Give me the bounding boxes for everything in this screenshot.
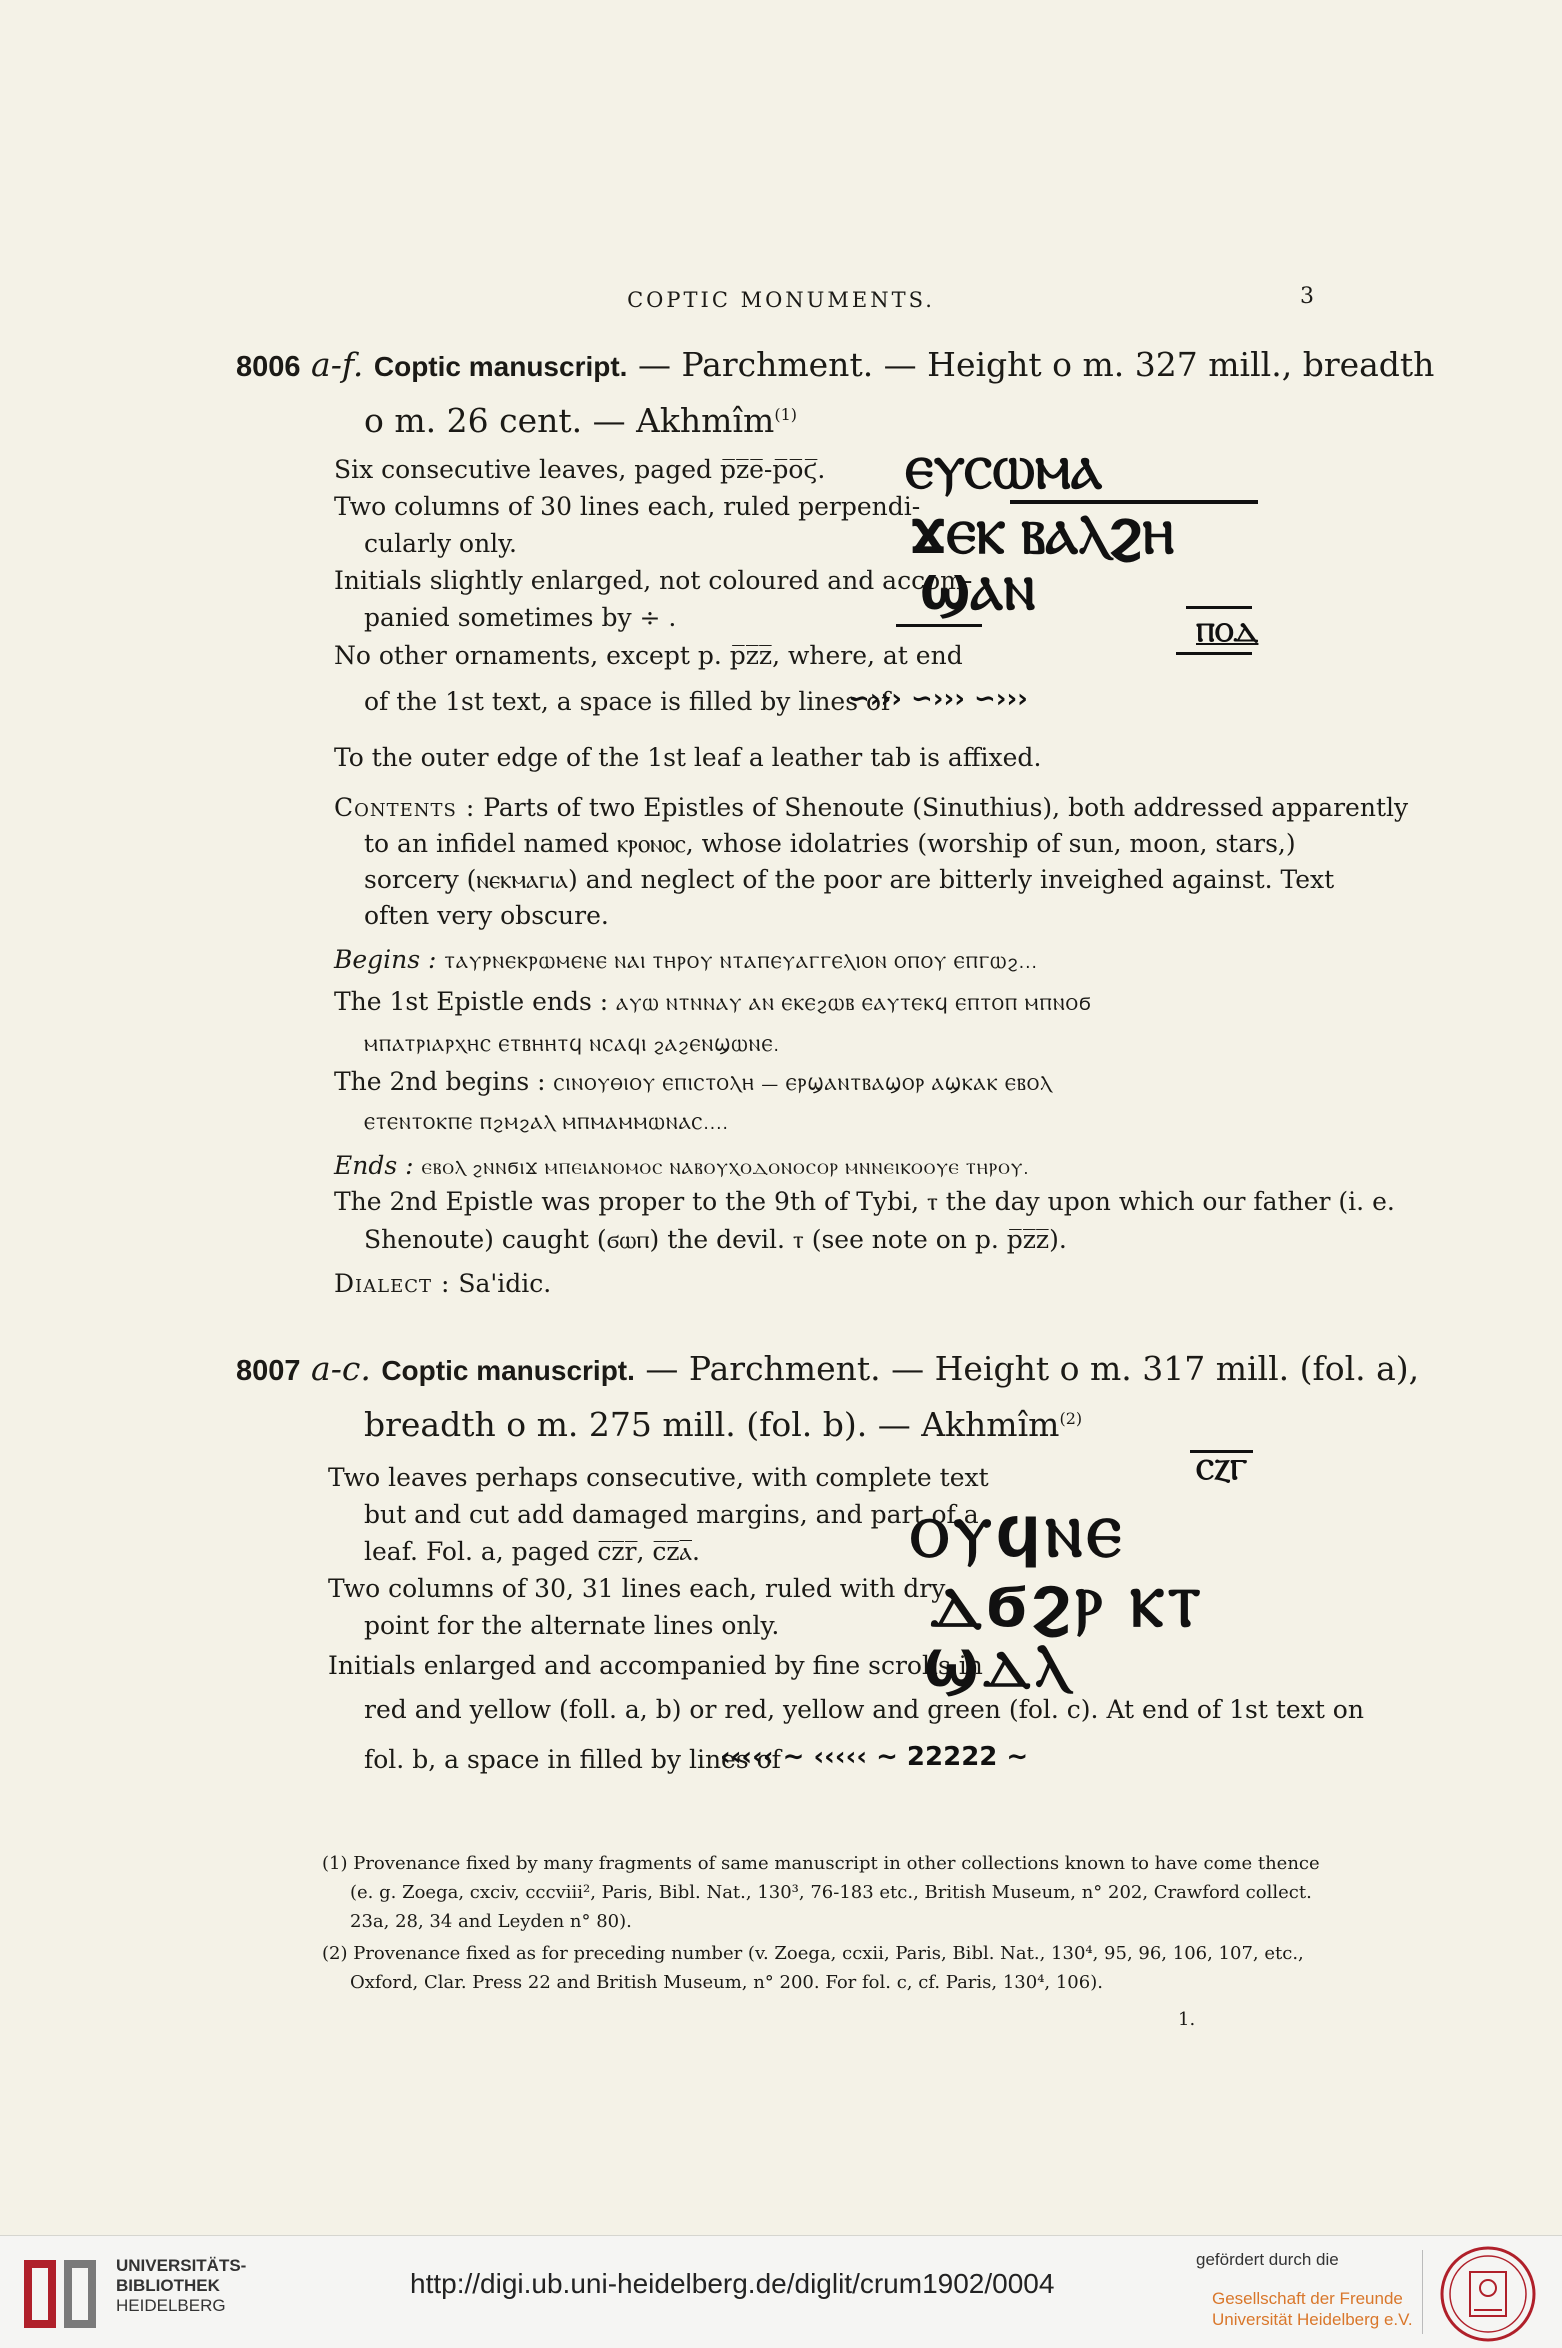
dialect-label: Dialect :	[334, 1269, 451, 1298]
footnote-ref: (1)	[774, 405, 797, 424]
entry-desc: — Parchment. — Height o m. 327 mill., breadth	[637, 345, 1435, 384]
begins-text: ⲦⲀⲨⲢⲚⲈⲔⲢⲰⲘⲈⲚⲈ ⲚⲀⲒ ⲦⲎⲢⲞⲨ ⲚⲦⲀⲠⲈⲨⲀⲄⲄⲈⲖⲒⲞⲚ ⲞⲠⲞⲨ ⲈⲠⲄⲰϩ...	[444, 953, 1038, 973]
second-begins-text-2: ⲈⲦⲈⲚⲦⲞⲔⲠⲈ ⲠϩⲘϩⲀⲖ ⲘⲠⲘⲀⲘⲘⲰⲚⲀⲤ....	[364, 1114, 729, 1134]
entry-number: 8007	[236, 1355, 301, 1387]
library-name	[116, 2256, 246, 2316]
entry-8007-heading	[236, 1346, 1419, 1394]
entry-8006-line-6: of the 1st text, a space is filled by lines of	[364, 687, 891, 716]
begins-line	[334, 942, 1038, 981]
proper-line-1: Shenoute) caught (ϭⲱⲡ) the devil. ⲧ (see note on p. p̅z̅z̅).	[364, 1225, 1067, 1254]
second-begins-line	[334, 1064, 1052, 1103]
coptic-script-sample-line2: ϪⲈⲔ ⲂⲀⲖϨⲎ	[910, 510, 1175, 564]
begins-label: Begins :	[334, 945, 437, 974]
footer-divider	[1422, 2250, 1423, 2334]
coptic-script-sample-2-line1: ⲞⲨϤⲚⲈ	[910, 1506, 1126, 1569]
contents-label: Contents :	[334, 793, 476, 822]
contents-text-0: Parts of two Epistles of Shenoute (Sinuthius), both addressed apparently	[483, 793, 1409, 822]
footnote-1-line-0: (1) Provenance fixed by many fragments of same manuscript in other collections known to have come thence	[322, 1853, 1320, 1874]
society-name	[1212, 2288, 1413, 2330]
footnote-ref: (2)	[1059, 1409, 1083, 1428]
running-title: COPTIC MONUMENTS.	[627, 288, 935, 312]
entry-8006-line-2: cularly only.	[364, 529, 517, 558]
entry-8007-line-3: Two columns of 30, 31 lines each, ruled with dry	[328, 1574, 946, 1603]
library-name-line2: BIBLIOTHEK	[116, 2276, 220, 2295]
contents-line-0	[334, 790, 1408, 826]
proper-line-0: The 2nd Epistle was proper to the 9th of Tybi, ⲧ the day upon which our father (i. e.	[334, 1187, 1395, 1216]
entry-8007-line-1: but and cut add damaged margins, and part of a	[364, 1500, 979, 1529]
society-name-line2: Universität Heidelberg e.V.	[1212, 2310, 1413, 2329]
entry-8007-line-5: Initials enlarged and accompanied by fine scrolls in	[328, 1651, 983, 1680]
entry-8007-line-2: leaf. Fol. a, paged c̅z̅r̅, c̅z̅ⲁ̅.	[364, 1537, 700, 1566]
paging-overline	[1186, 606, 1252, 609]
society-name-line1: Gesellschaft der Freunde	[1212, 2289, 1403, 2308]
dialect-line	[334, 1266, 551, 1302]
first-ends-text-2: ⲘⲠⲀⲦⲢⲒⲀⲢⲬⲎⲤ ⲈⲦⲂⲎⲎⲦϤ ⲚⲤⲀϤⲒ ϩⲀϩⲈⲚϢⲰⲚⲈ.	[364, 1036, 780, 1056]
footnote-2-line-1: Oxford, Clar. Press 22 and British Museum, n° 200. For fol. c, cf. Paris, 130⁴, 106).	[350, 1972, 1103, 1993]
entry-8006-line-7: To the outer edge of the 1st leaf a leather tab is affixed.	[334, 743, 1042, 772]
entry-8006-heading	[236, 342, 1434, 390]
entry-title: Coptic manuscript.	[373, 351, 628, 382]
entry-desc-line2: breadth o m. 275 mill. (fol. b). — Akhmîm	[364, 1405, 1060, 1444]
coptic-paging-sample: ⲠⲞⲆ	[1196, 618, 1259, 648]
contents-line-1: to an infidel named ⲕⲣⲟⲛⲟⲥ, whose idolatries (worship of sun, moon, stars,)	[364, 829, 1296, 858]
footnote-1-line-2: 23a, 28, 34 and Leyden n° 80).	[350, 1911, 632, 1932]
coptic-script-sample-2-line2: ⲆϬϨⲢ ⲔⲦ	[930, 1576, 1205, 1639]
ends-line	[334, 1148, 1029, 1187]
entry-8007-line-0: Two leaves perhaps consecutive, with complete text	[328, 1463, 989, 1492]
entry-sub: a-f.	[311, 345, 364, 384]
second-begins-label: The 2nd begins :	[334, 1067, 546, 1096]
paging-underline	[1176, 652, 1252, 655]
entry-8006-line-0: Six consecutive leaves, paged p̅z̅e̅-p̅o̅ϛ̅.	[334, 455, 826, 484]
entry-sub: a-c.	[311, 1349, 371, 1388]
entry-8007-heading-line2	[364, 1396, 1082, 1448]
entry-8006-line-5: No other ornaments, except p. p̅z̅z̅, where, at end	[334, 641, 963, 670]
coptic-paging-sample-2: ⲤⲌⲄ	[1190, 1450, 1253, 1487]
scroll-lines-ornament-2: ‹‹‹‹‹ ∼ ‹‹‹‹‹ ∼ 22222 ∼	[720, 1742, 1029, 1772]
coptic-script-sample-line3: ϢⲀⲚ	[920, 566, 1036, 620]
library-name-line3: HEIDELBERG	[116, 2296, 226, 2315]
script-underline-2	[896, 624, 982, 627]
funded-by-text: gefördert durch die	[1196, 2250, 1339, 2269]
script-underline	[1010, 500, 1258, 504]
entry-desc: — Parchment. — Height o m. 317 mill. (fol. a),	[645, 1349, 1420, 1388]
contents-line-2: sorcery (ⲛⲉⲕⲙⲁⲅⲓⲁ) and neglect of the poor are bitterly inveighed against. Text	[364, 865, 1335, 894]
entry-8007-line-7: fol. b, a space in filled by lines of	[364, 1745, 781, 1774]
contents-line-3: often very obscure.	[364, 901, 609, 930]
university-seal-icon	[1438, 2244, 1538, 2344]
entry-8006-line-4: panied sometimes by ÷ .	[364, 603, 677, 632]
first-ends-text: ⲀⲨⲰ ⲚⲦⲚⲚⲀⲨ ⲀⲚ ⲈⲔⲈϩⲰⲂ ⲈⲀⲨⲦⲈⲔϤ ⲈⲠⲦⲞⲠ ⲘⲠⲚⲞϬ	[616, 995, 1092, 1015]
coptic-script-sample-line1: ⲈⲨⲤⲰⲘⲀ	[905, 448, 1103, 499]
first-ends-label: The 1st Epistle ends :	[334, 987, 609, 1016]
permalink-url[interactable]: http://digi.ub.uni-heidelberg.de/diglit/crum1902/0004	[410, 2268, 1055, 2299]
entry-8006-heading-line2	[364, 392, 797, 444]
viewer-footer	[0, 2235, 1562, 2348]
entry-8007-line-4: point for the alternate lines only.	[364, 1611, 780, 1640]
dialect-value: Sa'idic.	[458, 1269, 552, 1298]
entry-8006-line-1: Two columns of 30 lines each, ruled perpendi-	[334, 492, 921, 521]
entry-8007-line-6: red and yellow (foll. a, b) or red, yellow and green (fol. c). At end of 1st text on	[364, 1695, 1364, 1724]
scroll-lines-ornament: ∽››› ∽››› ∽›››	[848, 684, 1028, 714]
entry-number: 8006	[236, 351, 301, 383]
footnote-2-line-0: (2) Provenance fixed as for preceding number (v. Zoega, ccxii, Paris, Bibl. Nat., 130⁴, 95, 96, 106, 107, etc.,	[322, 1943, 1304, 1964]
entry-desc-line2: o m. 26 cent. — Akhmîm	[364, 401, 775, 440]
second-begins-text: ⲤⲒⲚⲞⲨⲐⲒⲞⲨ ⲈⲠⲒⲤⲦⲞⲖⲎ — ⲈⲢϢⲀⲚⲦⲂⲀϢⲞⲢ ⲀϢⲔⲀⲔ ⲈⲂⲞⲖ	[553, 1075, 1053, 1095]
signature-mark: 1.	[1178, 2009, 1196, 2030]
coptic-script-sample-2-line3: ϢⲆⲖ	[924, 1640, 1072, 1698]
entry-8006-line-3: Initials slightly enlarged, not coloured and accom-	[334, 566, 973, 595]
ends-text: ⲈⲂⲞⲖ ϩⲚⲚϬⲒϪ ⲘⲠⲈⲒⲀⲚⲞⲘⲞⲤ ⲚⲀⲂⲞⲨⲬⲞⲆⲞⲚⲞⲤⲞⲢ ⲘⲚⲚⲈⲒⲔⲞⲞⲨⲈ ⲦⲎⲢⲞⲨ.	[421, 1159, 1030, 1178]
footnote-1-line-1: (e. g. Zoega, cxciv, cccviii², Paris, Bibl. Nat., 130³, 76-183 etc., British Museum, n° 202, Crawford collect.	[350, 1882, 1312, 1903]
library-name-line1: UNIVERSITÄTS-	[116, 2256, 247, 2275]
first-ends-line	[334, 984, 1092, 1023]
library-logo-icon	[16, 2250, 104, 2336]
entry-title: Coptic manuscript.	[381, 1355, 635, 1386]
ends-label: Ends :	[334, 1151, 414, 1180]
page-number: 3	[1300, 284, 1314, 309]
